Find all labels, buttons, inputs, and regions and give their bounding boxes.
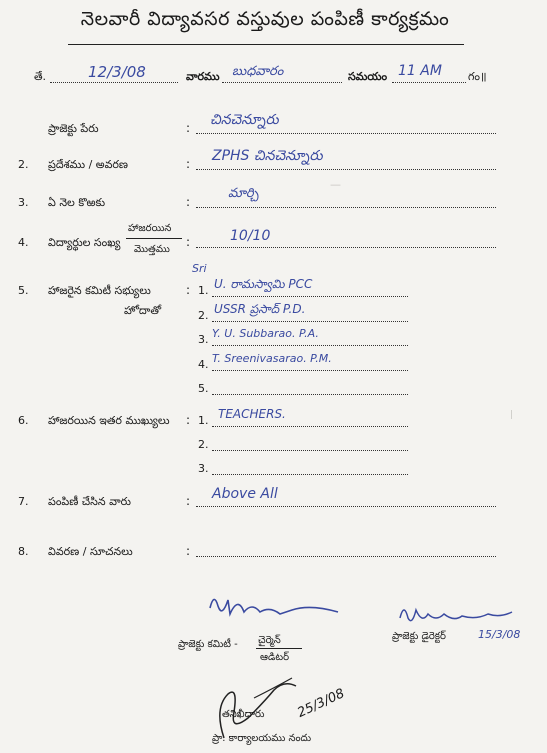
committee-label: ప్రాజెక్టు కమిటీ - — [178, 639, 238, 650]
row1-colon: : — [186, 121, 191, 135]
row2-value: ZPHS చినచెన్నూరు — [212, 148, 323, 164]
day-label: వారము — [186, 70, 220, 83]
director-signature — [396, 600, 516, 630]
title-underline — [68, 44, 464, 45]
row4-label-present: హాజరయిన — [128, 223, 172, 234]
office-line-1: తనిఖీదారు — [222, 709, 265, 720]
row5-num: 5. — [18, 284, 29, 297]
member5-dots — [212, 394, 408, 395]
day-dots — [222, 82, 342, 83]
other1-value: TEACHERS. — [218, 407, 286, 421]
row8-label: వివరణ / సూచనలు — [48, 545, 133, 558]
time-label: సమయం — [348, 70, 388, 83]
row2-dots — [196, 169, 496, 170]
row4-num: 4. — [18, 236, 29, 249]
row4-label: విద్యార్థుల సంఖ్య — [48, 236, 121, 249]
showthrough-text: — — [330, 178, 341, 191]
other3-dots — [212, 474, 408, 475]
member1-value: U. రామస్వామి PCC — [214, 277, 313, 291]
row4-dots — [196, 247, 496, 248]
row4-colon: : — [186, 235, 191, 249]
member4-value: T. Sreenivasarao. P.M. — [212, 352, 332, 365]
row7-num: 7. — [18, 495, 29, 508]
other1-num: 1. — [198, 414, 209, 427]
other2-num: 2. — [198, 438, 209, 451]
row1-value: చినచెన్నూరు — [210, 112, 279, 128]
member2-dots — [212, 321, 408, 322]
row6-label: హాజరయిన ఇతర ముఖ్యులు — [48, 414, 170, 427]
row8-colon: : — [186, 544, 191, 558]
other3-num: 3. — [198, 462, 209, 475]
office-line-2: ప్రా. కార్యాలయము నందు — [212, 733, 312, 744]
row4-label-total: మొత్తము — [134, 244, 170, 255]
member2-num: 2. — [198, 309, 209, 322]
row5-label: హాజరైన కమిటీ సభ్యులు — [48, 284, 151, 297]
row7-label: పంపిణీ చేసిన వారు — [48, 495, 131, 508]
row8-dots — [196, 556, 496, 557]
director-date: 15/3/08 — [478, 628, 521, 641]
day-value: బుధవారం — [232, 64, 284, 79]
member3-dots — [212, 345, 408, 346]
stamp-date: 25/3/08 — [295, 686, 347, 721]
row2-colon: : — [186, 157, 191, 171]
member3-num: 3. — [198, 333, 209, 346]
time-value: 11 AM — [398, 63, 442, 79]
row5-label-designation: హోదాతో — [124, 304, 162, 317]
row5-colon: : — [186, 283, 191, 297]
committee-prefix: Sri — [192, 262, 207, 275]
chairman-label: చైర్మెన్ — [258, 635, 281, 646]
director-label: ప్రాజెక్టు డైరెక్టర్ — [392, 631, 446, 642]
row4-fraction-line — [126, 238, 182, 239]
date-dots — [50, 82, 178, 83]
row6-num: 6. — [18, 414, 29, 427]
row3-value: మార్చి — [228, 186, 259, 201]
date-value: 12/3/08 — [88, 63, 146, 81]
chairman-signature — [200, 588, 350, 626]
member3-value: Y. U. Subbarao. P.A. — [212, 327, 319, 340]
row7-dots — [196, 506, 496, 507]
member4-dots — [212, 370, 408, 371]
member2-value: USSR ప్రసాద్ P.D. — [214, 302, 306, 316]
row3-num: 3. — [18, 196, 29, 209]
other1-dots — [212, 426, 408, 427]
row2-label: ప్రదేశము / అవరణ — [48, 158, 129, 171]
row4-value: 10/10 — [230, 228, 271, 244]
date-prefix: తే. — [34, 70, 47, 83]
pencil-mark: | — [510, 410, 514, 420]
row2-num: 2. — [18, 158, 29, 171]
row1-label: ప్రాజెక్టు పేరు — [48, 122, 99, 135]
member1-dots — [212, 296, 408, 297]
row3-dots — [196, 207, 496, 208]
row8-num: 8. — [18, 545, 29, 558]
time-dots — [392, 82, 466, 83]
row1-dots — [196, 133, 496, 134]
member1-num: 1. — [198, 284, 209, 297]
member5-num: 5. — [198, 382, 209, 395]
row6-colon: : — [186, 413, 191, 427]
auditor-label: ఆడిటర్ — [260, 652, 290, 663]
row7-value: Above All — [212, 486, 278, 502]
row3-colon: : — [186, 195, 191, 209]
member4-num: 4. — [198, 358, 209, 371]
row7-colon: : — [186, 494, 191, 508]
chairman-auditor-line — [256, 648, 302, 649]
row3-label: ఏ నెల కొఱకు — [48, 196, 106, 209]
other2-dots — [212, 450, 408, 451]
time-suffix: గం॥ — [468, 70, 487, 83]
form-title: నెలవారీ విద్యావసర వస్తువుల పంపిణీ కార్యక్రమం — [80, 8, 450, 30]
